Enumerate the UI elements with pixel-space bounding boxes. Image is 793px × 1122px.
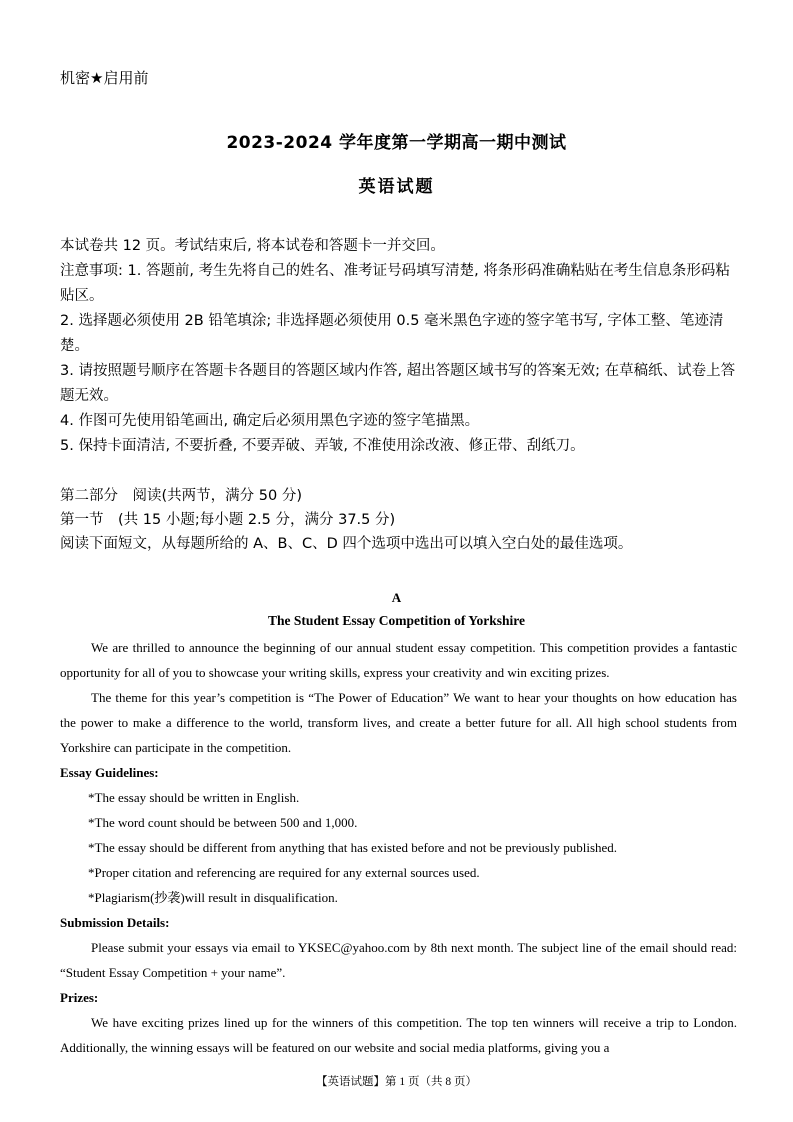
notice-item-1: 注意事项: 1. 答题前, 考生先将自己的姓名、准考证号码填写清楚, 将条形码准确粘贴在考生信息条形码粘贴区。 — [60, 263, 730, 304]
notice-item-3: 3. 请按照题号顺序在答题卡各题目的答题区域内作答, 超出答题区域书写的答案无效; 在草稿纸、试卷上答题无效。 — [60, 363, 736, 404]
submission-text: Please submit your essays via email to YKSEC@yahoo.com by 8th next month. The subject line of the email should read: “Student Essay Competition + your name”. — [60, 940, 737, 980]
subject-title: 英语试题 — [358, 177, 435, 197]
prizes-heading: Prizes: — [60, 990, 99, 1005]
guideline-item: *Plagiarism(抄袭)will result in disqualification. — [88, 890, 338, 905]
submission-heading: Submission Details: — [60, 915, 170, 930]
section-instruction: 阅读下面短文，从每题所给的 A、B、C、D 四个选项中选出可以填入空白处的最佳选项。 — [60, 536, 633, 552]
guidelines-heading: Essay Guidelines: — [60, 765, 159, 780]
prizes-text: We have exciting prizes lined up for the winners of this competition. The top ten winners will receive a trip to London. Additionally, the winning essays will be featured on our website and social media platforms, giving you a — [60, 1015, 737, 1055]
passage-body — [60, 635, 737, 1060]
passage-letter: A — [391, 590, 402, 605]
part-heading: 第二部分 阅读(共两节，满分 50 分) — [60, 488, 302, 504]
exam-notice — [60, 234, 740, 459]
guideline-item: *Proper citation and referencing are required for any external sources used. — [88, 865, 480, 880]
page-footer: 【英语试题】第 1 页（共 8 页） — [316, 1076, 477, 1088]
notice-item-5: 5. 保持卡面清洁, 不要折叠, 不要弄破、弄皱, 不准使用涂改液、修正带、刮纸刀。 — [60, 438, 585, 454]
guideline-item: *The essay should be different from anything that has existed before and not be previously published. — [88, 840, 618, 855]
notice-item-4: 4. 作图可先使用铅笔画出, 确定后必须用黑色字迹的签字笔描黑。 — [60, 413, 480, 429]
notice-intro: 本试卷共 12 页。考试结束后, 将本试卷和答题卡一并交回。 — [60, 238, 445, 254]
guideline-item: *The word count should be between 500 and 1,000. — [88, 815, 358, 830]
subsection-heading: 第一节 (共 15 小题;每小题 2.5 分，满分 37.5 分) — [60, 512, 396, 528]
confidential-label: 机密★启用前 — [60, 69, 149, 87]
notice-item-2: 2. 选择题必须使用 2B 铅笔填涂; 非选择题必须使用 0.5 毫米黑色字迹的签字笔书写, 字体工整、笔迹清楚。 — [60, 313, 724, 354]
passage-paragraph-1: We are thrilled to announce the beginning of our annual student essay competition. This competition provides a fantastic opportunity for all of you to showcase your writing skills, express your creativity and win exciting prizes. — [60, 640, 737, 680]
guideline-item: *The essay should be written in English. — [88, 790, 300, 805]
exam-title: 2023-2024 学年度第一学期高一期中测试 — [226, 133, 567, 153]
passage-paragraph-2: The theme for this year’s competition is “The Power of Education” We want to hear your thoughts on how education has the power to make a difference to the world, transform lives, and create a better future for all. All high school students from Yorkshire can participate in the competition. — [60, 690, 737, 755]
reading-section — [60, 484, 750, 556]
passage-title: The Student Essay Competition of Yorkshire — [268, 613, 525, 628]
